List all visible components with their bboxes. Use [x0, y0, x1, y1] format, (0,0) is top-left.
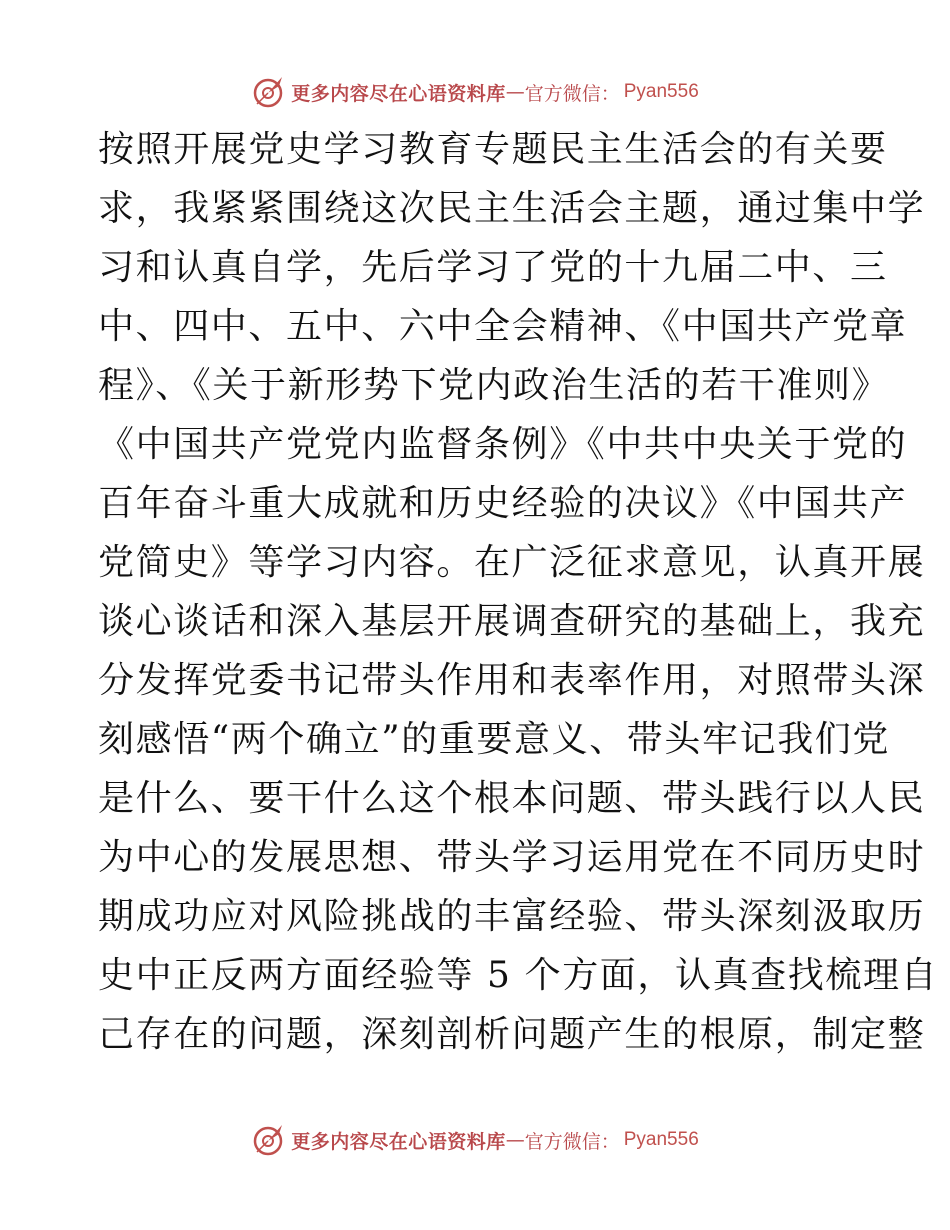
body-line: 中、四中、五中、六中全会精神、《中国共产党章: [98, 306, 908, 347]
banner-separator: —: [505, 1129, 525, 1151]
banner-wechat-label: 官方微信：: [524, 82, 620, 105]
body-line: 刻感悟“两个确立”的重要意义、带头牢记我们党: [98, 719, 891, 760]
body-line: 《中国共产党党内监督条例》《中共中央关于党的: [98, 424, 908, 465]
body-line: 为中心的发展思想、带头学习运用党在不同历史时: [98, 837, 926, 878]
body-line: 程》、《关于新形势下党内政治生活的若干准则》: [98, 365, 890, 406]
quill-logo-icon: [251, 74, 287, 110]
body-line: 百年奋斗重大成就和历史经验的决议》《中国共产: [98, 483, 908, 524]
banner-separator: —: [505, 81, 525, 103]
body-line: 史中正反两方面经验等 5 个方面，认真查找梳理自: [98, 955, 939, 996]
banner-wechat-label: 官方微信：: [524, 1130, 620, 1153]
body-line: 习和认真自学，先后学习了党的十九届二中、三: [98, 247, 888, 288]
body-line: 按照开展党史学习教育专题民主生活会的有关要: [98, 129, 888, 170]
body-line: 求，我紧紧围绕这次民主生活会主题，通过集中学: [98, 188, 926, 229]
body-line: 党简史》等学习内容。在广泛征求意见，认真开展: [98, 542, 926, 583]
body-line: 谈心谈话和深入基层开展调查研究的基础上，我充: [98, 601, 926, 642]
banner-title: 更多内容尽在心语资料库: [291, 1130, 506, 1153]
banner-wechat-id: Pyan556: [623, 81, 699, 102]
body-line: 分发挥党委书记带头作用和表率作用，对照带头深: [98, 660, 926, 701]
body-line: 是什么、要干什么这个根本问题、带头践行以人民: [98, 778, 926, 819]
header-banner: [0, 72, 950, 112]
document-body: [98, 120, 939, 1064]
banner-title: 更多内容尽在心语资料库: [291, 82, 506, 105]
body-line: 己存在的问题，深刻剖析问题产生的根原，制定整: [98, 1014, 926, 1055]
footer-banner: [0, 1120, 950, 1160]
banner-wechat-id: Pyan556: [623, 1129, 699, 1150]
body-line: 期成功应对风险挑战的丰富经验、带头深刻汲取历: [98, 896, 926, 937]
quill-logo-icon: [251, 1122, 287, 1158]
